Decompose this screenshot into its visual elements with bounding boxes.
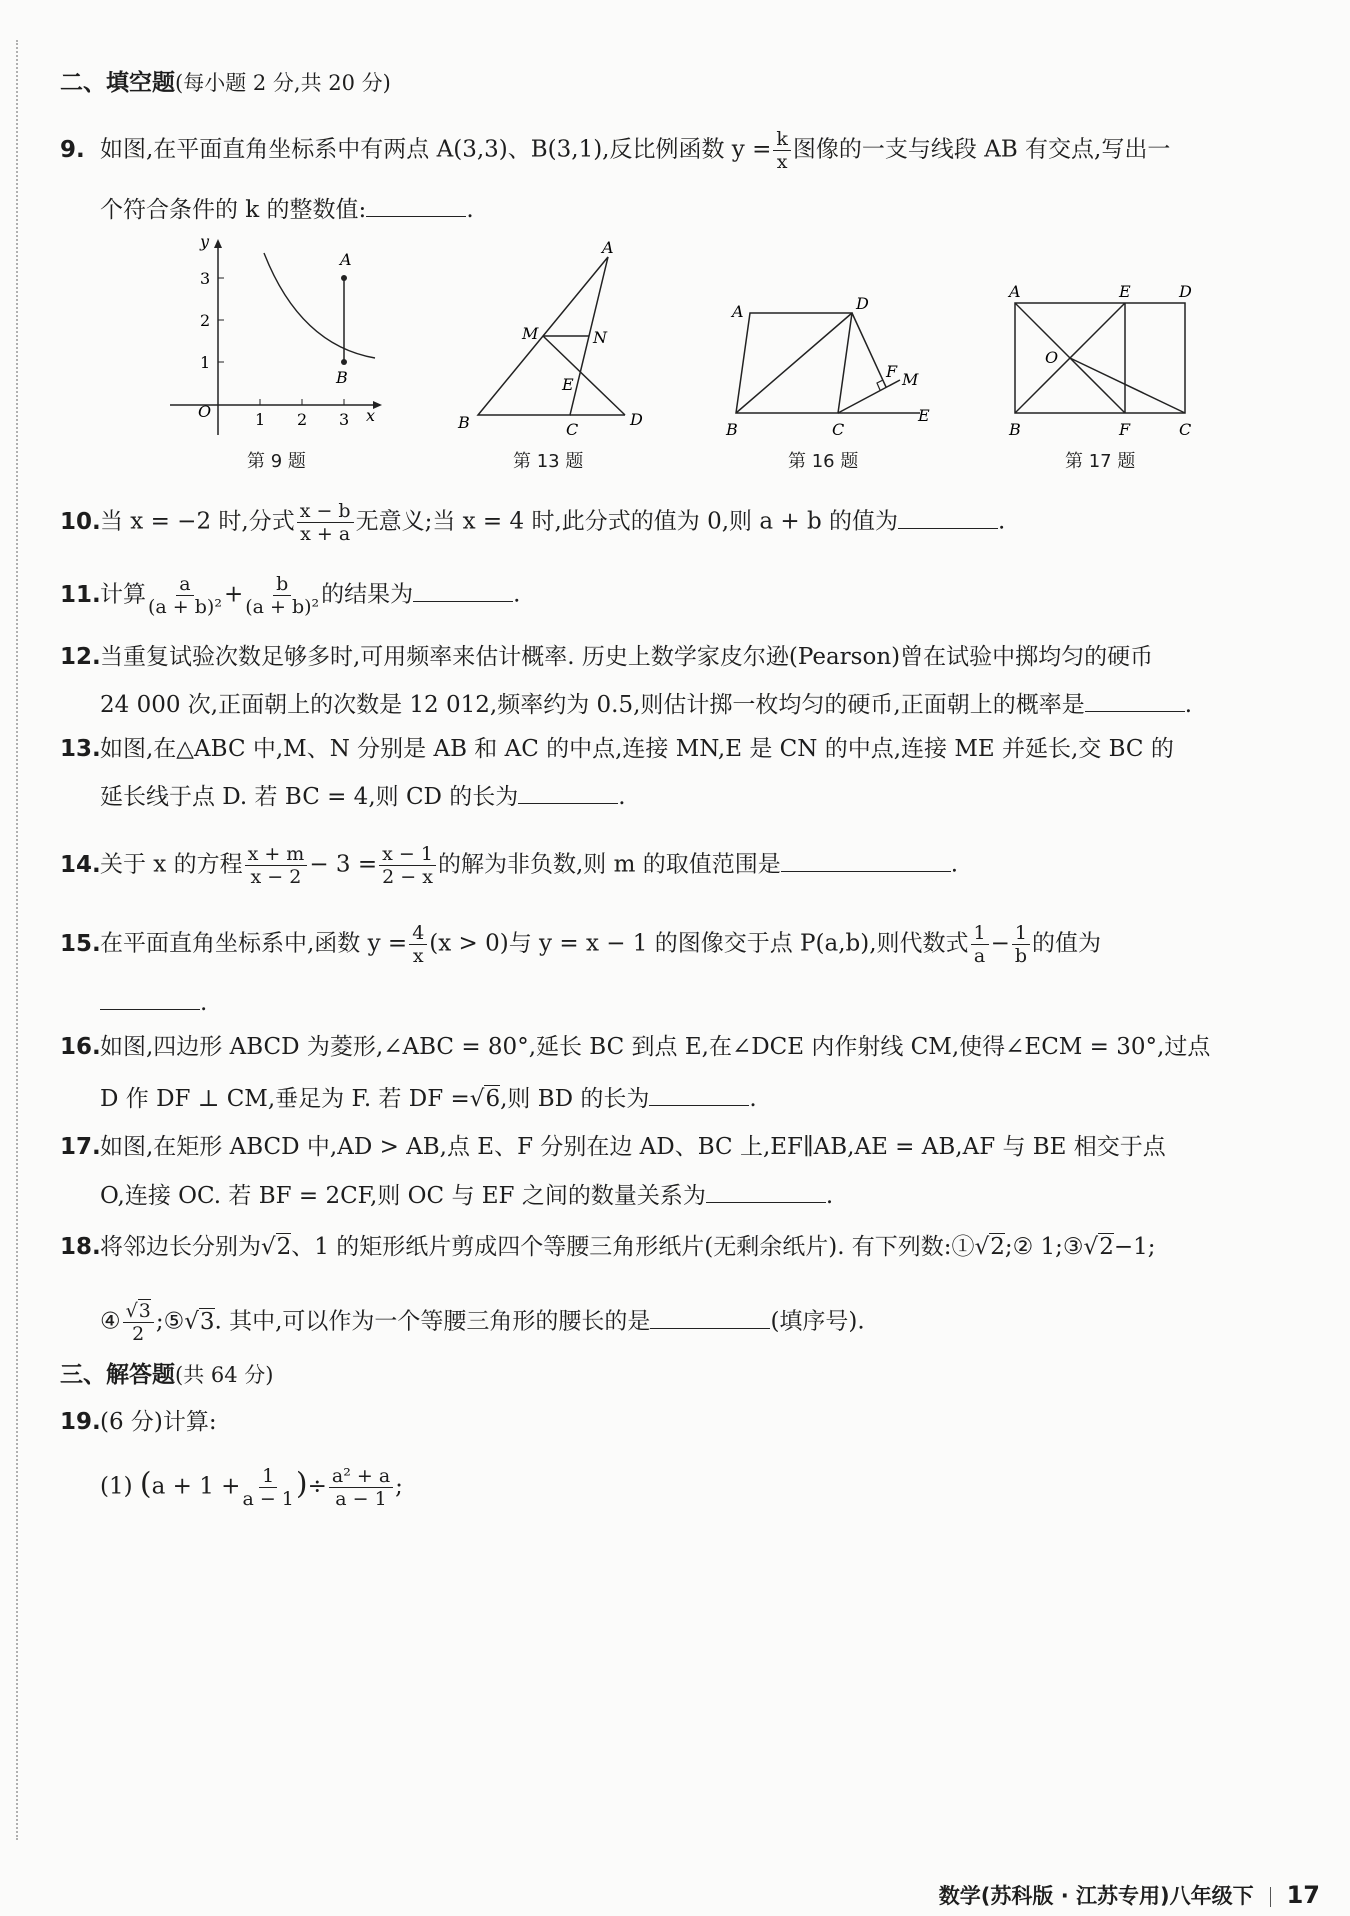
point-label-C: C (1179, 420, 1192, 439)
fraction: $\frac{1}{b}$ (1012, 922, 1030, 967)
question-9-line2: 个符合条件的 k 的整数值: . (60, 192, 1330, 227)
question-19: 19.(6 分)计算: (60, 1409, 217, 1435)
fraction: $\frac{\text{a² + a}}{a - 1}$ (329, 1465, 393, 1510)
question-16-line2: D 作 DF ⊥ CM,垂足为 F. 若 DF =√6,则 BD 的长为 . (60, 1081, 1330, 1116)
question-15: 15.在平面直角坐标系中,函数 y = $\frac{4}{x}$ (x > 0)与 y = x − 1 的图像交于点 P(a,b),则代数式 $\frac{1}{a}$ − $\frac{1}{b}$ 的值为 (60, 922, 1102, 967)
point-label-A: A (602, 238, 614, 257)
answer-blank[interactable] (518, 779, 618, 804)
point-label-B: B (1009, 420, 1021, 439)
fraction: $\frac{k}{x}$ (773, 128, 791, 173)
point-label-M: M (522, 324, 539, 343)
question-14: 14.关于 x 的方程 $\frac{x + m}{x - 2}$ − 3 = $\frac{x - 1}{2 - x}$ 的解为非负数,则 m 的取值范围是 . (60, 843, 959, 888)
figure-9-caption: 第 9 题 (247, 451, 306, 472)
point-label-N: N (593, 328, 607, 347)
answer-blank[interactable] (650, 1304, 770, 1329)
answer-blank[interactable] (366, 192, 466, 217)
question-13: 13.如图,在△ABC 中,M、N 分别是 AB 和 AC 的中点,连接 MN,E 是 CN 的中点,连接 ME 并延长,交 BC 的 (60, 736, 1174, 762)
fraction: $\frac{x - b}{x + a}$ (297, 500, 354, 545)
point-label-A: A (1009, 282, 1021, 301)
fraction: $\frac{1}{a - 1}$ (242, 1465, 294, 1510)
question-18-line2: ④ $\frac{√3}{2}$ ;⑤√3. 其中,可以作为一个等腰三角形的腰长的是 (填序号). (100, 1300, 865, 1345)
fraction: $\frac{x - 1}{2 - x}$ (379, 843, 436, 888)
point-label-F: F (886, 362, 898, 381)
point-label-B: B (726, 420, 738, 439)
fraction: $\frac{1}{a}$ (971, 922, 989, 967)
point-label-O: O (1045, 348, 1059, 367)
answer-blank[interactable] (100, 985, 200, 1010)
section-title: 二、填空题 (60, 70, 175, 96)
question-10: 10.当 x = −2 时,分式 $\frac{x - b}{x + a}$ 无意义;当 x = 4 时,此分式的值为 0,则 a + b 的值为 . (60, 500, 1006, 545)
origin-label: O (198, 402, 212, 421)
question-11: 11.计算 $\frac{a}{\text{(a + b)²}}$ + $\frac{b}{\text{(a + b)²}}$ 的结果为 . (60, 573, 521, 618)
point-label-E: E (562, 375, 574, 394)
q9-text-c: 个符合条件的 k 的整数值: (100, 197, 367, 223)
point-label-B: B (336, 368, 348, 387)
x-tick-label: 3 (339, 410, 350, 429)
point-label-B: B (458, 413, 470, 432)
figure-16-rhombus (720, 235, 940, 445)
question-15-line2: . (60, 985, 1330, 1020)
point-label-E: E (918, 406, 930, 425)
fraction: $\frac{a}{\text{(a + b)²}}$ (148, 573, 222, 618)
answer-blank[interactable] (898, 504, 998, 529)
figure-17-rectangle (995, 235, 1215, 445)
fraction: $\frac{x + m}{x - 2}$ (245, 843, 308, 888)
point-label-E: E (1119, 282, 1131, 301)
y-axis-label: y (200, 235, 210, 251)
page-footer (939, 1880, 1320, 1910)
question-number: 9. (60, 136, 85, 163)
point-label-A: A (732, 302, 744, 321)
answer-blank[interactable] (781, 847, 951, 872)
x-tick-label: 2 (297, 410, 308, 429)
figure-16-caption: 第 16 题 (788, 451, 859, 472)
answer-blank[interactable] (1085, 687, 1185, 712)
y-tick-label: 2 (200, 311, 211, 330)
figures-row (0, 235, 1350, 475)
point-label-D: D (1179, 282, 1192, 301)
question-16: 16.如图,四边形 ABCD 为菱形,∠ABC = 80°,延长 BC 到点 E,在∠DCE 内作射线 CM,使得∠ECM = 30°,过点 (60, 1034, 1211, 1060)
point-label-M: M (902, 370, 919, 389)
section-3-heading: 三、解答题(共 64 分) (60, 1362, 274, 1388)
y-tick-label: 1 (200, 353, 211, 372)
answer-blank[interactable] (413, 577, 513, 602)
question-12-line2: 24 000 次,正面朝上的次数是 12 012,频率约为 0.5,则估计掷一枚均匀的硬币,正面朝上的概率是 . (60, 687, 1330, 722)
figure-13-caption: 第 13 题 (513, 451, 584, 472)
question-17-line2: O,连接 OC. 若 BF = 2CF,则 OC 与 EF 之间的数量关系为 . (60, 1178, 1330, 1213)
point-label-C: C (566, 420, 579, 439)
x-tick-label: 1 (255, 410, 266, 429)
q9-text-b: 图像的一支与线段 AB 有交点,写出一 (792, 136, 1171, 163)
page-number: 17 (1286, 1881, 1320, 1909)
question-18: 18.将邻边长分别为√2、1 的矩形纸片剪成四个等腰三角形纸片(无剩余纸片). 有下列数:①√2;② 1;③√2−1; (60, 1234, 1156, 1260)
figure-13-triangle (450, 235, 660, 445)
question-19-part-1: (1) (a + 1 + $\frac{1}{a - 1}$ )÷ $\frac{\text{a² + a}}{a - 1}$ ; (100, 1465, 403, 1510)
section-2-heading (60, 66, 1290, 100)
book-title: 数学(苏科版 · 江苏专用)八年级下 (938, 1884, 1254, 1908)
point-label-D: D (856, 294, 869, 313)
point-label-A: A (340, 250, 352, 269)
question-9 (60, 128, 1290, 173)
point-label-D: D (630, 410, 643, 429)
y-tick-label: 3 (200, 269, 211, 288)
point-label-F: F (1119, 420, 1131, 439)
figure-9-graph (170, 235, 390, 445)
fraction: $\frac{b}{\text{(a + b)²}}$ (245, 573, 320, 618)
figure-17-caption: 第 17 题 (1065, 451, 1136, 472)
fraction: $\frac{√3}{2}$ (123, 1300, 154, 1345)
question-12: 12.当重复试验次数足够多时,可用频率来估计概率. 历史上数学家皮尔逊(Pearson)曾在试验中掷均匀的硬币 (60, 644, 1154, 670)
section-note: (每小题 2 分,共 20 分) (175, 71, 391, 95)
question-13-line2: 延长线于点 D. 若 BC = 4,则 CD 的长为 . (60, 779, 1330, 814)
question-17: 17.如图,在矩形 ABCD 中,AD > AB,点 E、F 分别在边 AD、BC 上,EF∥AB,AE = AB,AF 与 BE 相交于点 (60, 1134, 1166, 1160)
answer-blank[interactable] (706, 1178, 826, 1203)
point-label-C: C (832, 420, 845, 439)
fraction: $\frac{4}{x}$ (409, 922, 427, 967)
x-axis-label: x (366, 406, 376, 425)
q9-text: 如图,在平面直角坐标系中有两点 A(3,3)、B(3,1),反比例函数 y = (100, 136, 772, 163)
answer-blank[interactable] (649, 1081, 749, 1106)
